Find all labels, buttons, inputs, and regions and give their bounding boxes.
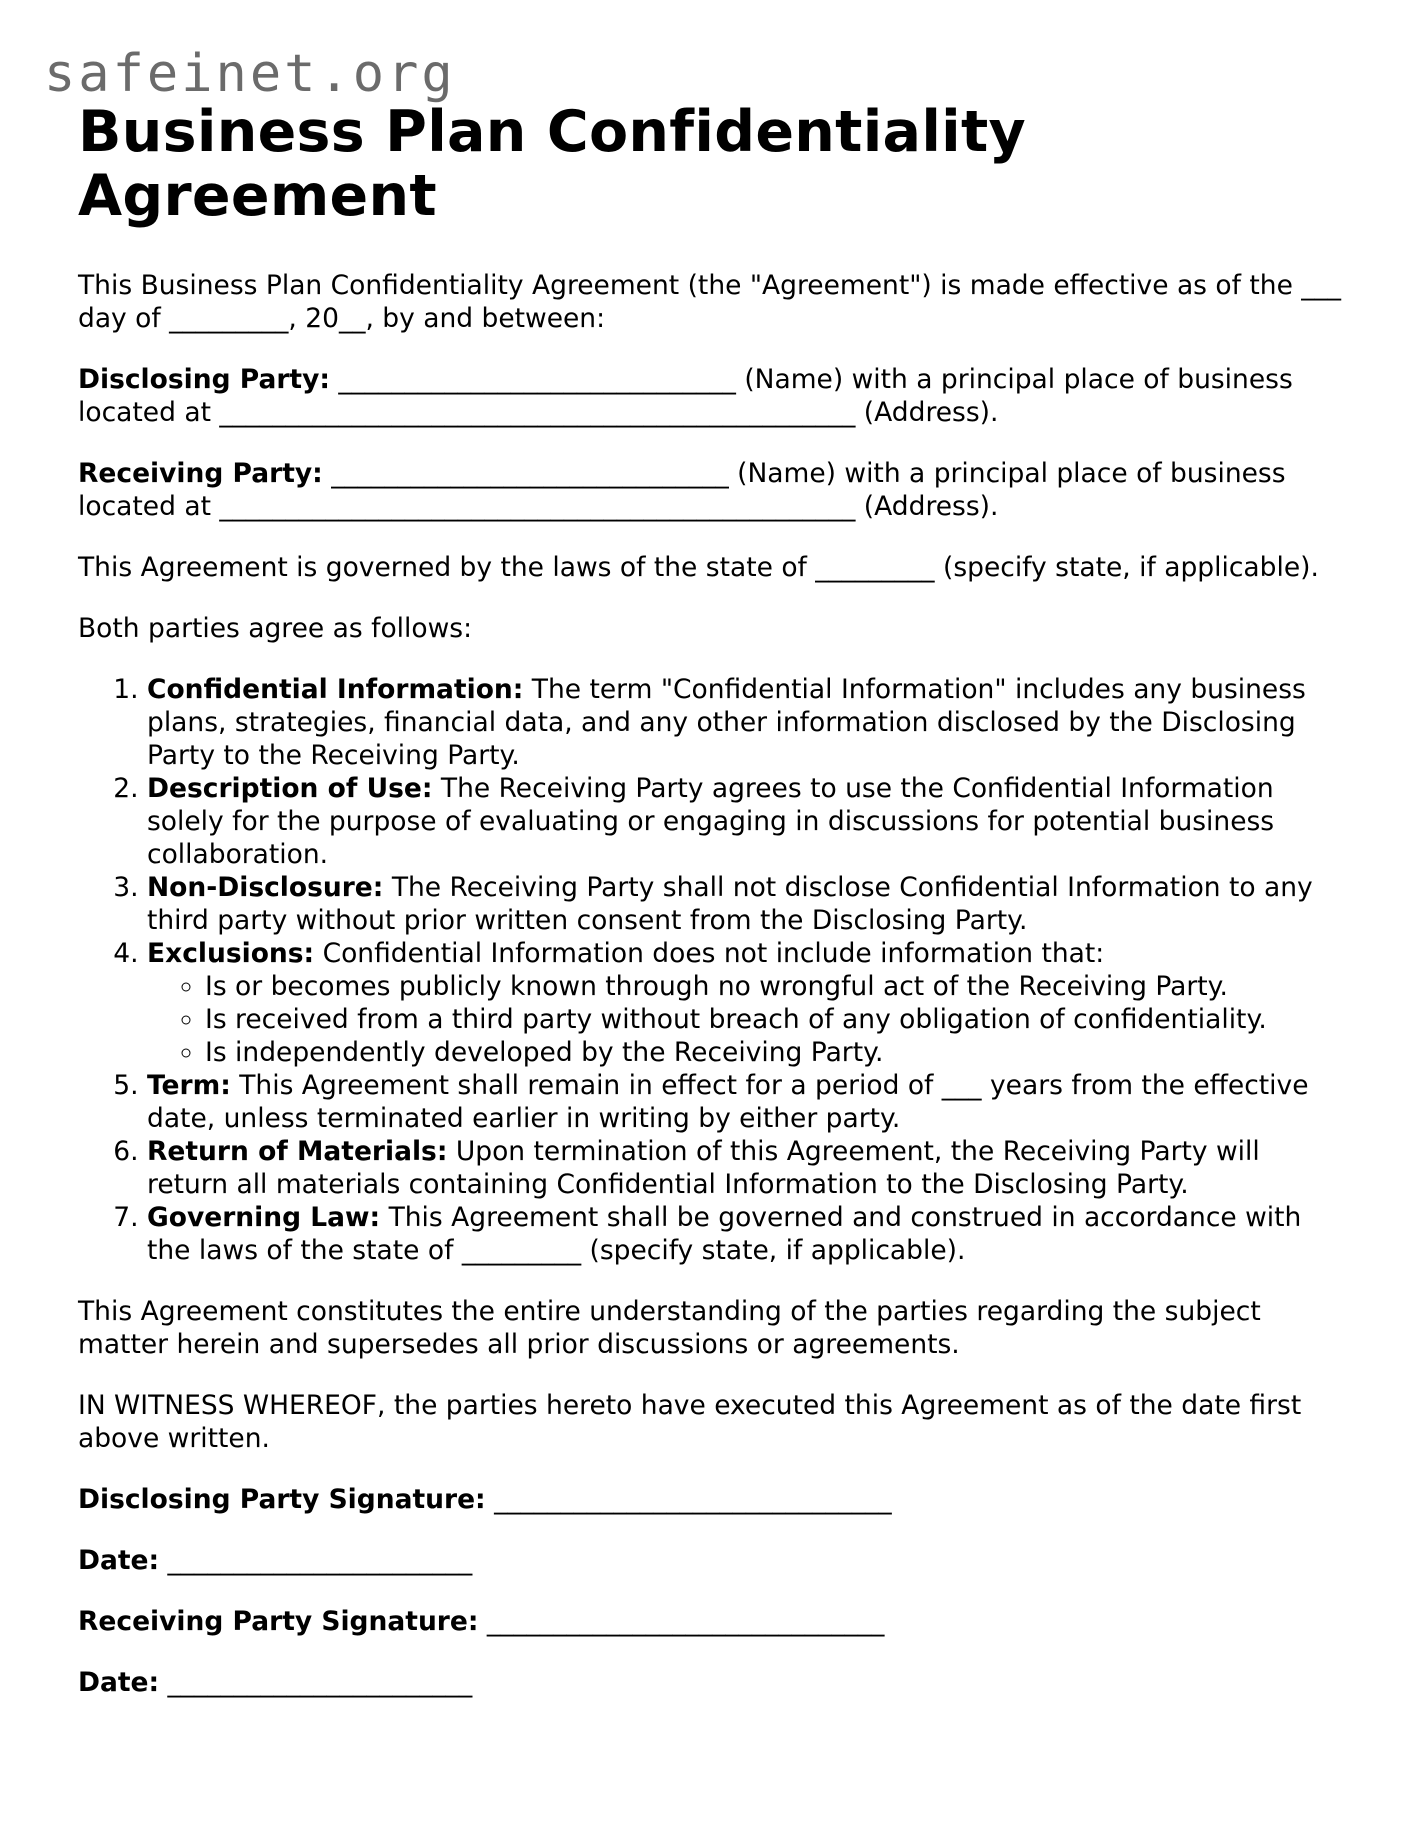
disclosing-signature-blank: ______________________________	[485, 1484, 892, 1515]
intro-paragraph: This Business Plan Confidentiality Agreement (the "Agreement") is made effective as of the ___ day of _________, 20__, by and between:	[78, 270, 1342, 334]
signature-block	[78, 1483, 1348, 1699]
date-label: Date:	[78, 1545, 160, 1576]
exclusion-list	[147, 970, 1348, 1069]
disclosing-signature-label: Disclosing Party Signature:	[78, 1484, 486, 1515]
clause-text: Upon termination of this Agreement, the Receiving Party will return all materials containing Confidential Information to the Disclosing Party.	[147, 1136, 1260, 1200]
clause-item	[147, 1069, 1348, 1135]
receiving-signature-label: Receiving Party Signature:	[78, 1606, 479, 1637]
clause-item	[147, 1135, 1348, 1201]
receiving-signature-line	[78, 1605, 1348, 1638]
entire-agreement-paragraph: This Agreement constitutes the entire understanding of the parties regarding the subject matter herein and supersedes all prior discussions or agreements.	[78, 1296, 1261, 1360]
page-title: Business Plan Confidentiality Agreement	[78, 99, 1027, 229]
watermark: safeinet.org	[44, 44, 456, 104]
date-label: Date:	[78, 1667, 160, 1698]
disclosing-date-line	[78, 1544, 1348, 1577]
clause-item	[147, 772, 1348, 871]
clause-text: The Receiving Party shall not disclose Confidential Information to any third party without prior written consent from the Disclosing Party.	[147, 872, 1313, 936]
date-blank: _______________________	[159, 1667, 473, 1698]
receiving-signature-blank: ______________________________	[478, 1606, 885, 1637]
witness-paragraph: IN WITNESS WHEREOF, the parties hereto have executed this Agreement as of the date first above written.	[78, 1390, 1302, 1454]
disclosing-signature-line	[78, 1483, 1348, 1516]
clause-item	[147, 937, 1348, 1069]
clause-list	[78, 673, 1348, 1267]
clause-label: Description of Use:	[147, 773, 433, 804]
clause-item	[147, 673, 1348, 772]
clause-item	[147, 871, 1348, 937]
clause-text: The Receiving Party agrees to use the Confidential Information solely for the purpose of evaluating or engaging in discussions for potential business collaboration.	[147, 773, 1275, 870]
governing-state-paragraph: This Agreement is governed by the laws of the state of _________ (specify state, if applicable).	[78, 552, 1319, 583]
clause-label: Governing Law:	[147, 1202, 381, 1233]
disclosing-party-paragraph	[78, 363, 1348, 429]
disclosing-party-text: ______________________________ (Name) with a principal place of business located at ________________________________________________ (Address).	[78, 364, 1293, 428]
clause-label: Term:	[147, 1070, 231, 1101]
document	[78, 100, 1348, 1699]
receiving-date-line	[78, 1666, 1348, 1699]
clause-text: Confidential Information does not include information that:	[314, 938, 1105, 969]
receiving-party-text: ______________________________ (Name) with a principal place of business located at ________________________________________________ (Address).	[78, 458, 1286, 522]
exclusion-item: ◦ Is independently developed by the Receiving Party.	[205, 1036, 1348, 1069]
receiving-party-paragraph	[78, 457, 1348, 523]
date-blank: _______________________	[159, 1545, 473, 1576]
exclusion-item: ◦ Is or becomes publicly known through no wrongful act of the Receiving Party.	[205, 970, 1348, 1003]
receiving-party-label: Receiving Party:	[78, 458, 323, 489]
exclusion-item: ◦ Is received from a third party without breach of any obligation of confidentiality.	[205, 1003, 1348, 1036]
clause-label: Exclusions:	[147, 938, 315, 969]
clause-text: The term "Confidential Information" includes any business plans, strategies, financial data, and any other information disclosed by the Disclosing Party to the Receiving Party.	[147, 674, 1306, 771]
clause-text: This Agreement shall remain in effect for a period of ___ years from the effective date, unless terminated earlier in writing by either party.	[147, 1070, 1309, 1134]
clause-label: Return of Materials:	[147, 1136, 448, 1167]
disclosing-party-label: Disclosing Party:	[78, 364, 330, 395]
clause-label: Non-Disclosure:	[147, 872, 384, 903]
agree-paragraph: Both parties agree as follows:	[78, 613, 473, 644]
clause-label: Confidential Information:	[147, 674, 524, 705]
clause-text: This Agreement shall be governed and construed in accordance with the laws of the state of _________ (specify state, if applicable).	[147, 1202, 1302, 1266]
clause-item	[147, 1201, 1348, 1267]
